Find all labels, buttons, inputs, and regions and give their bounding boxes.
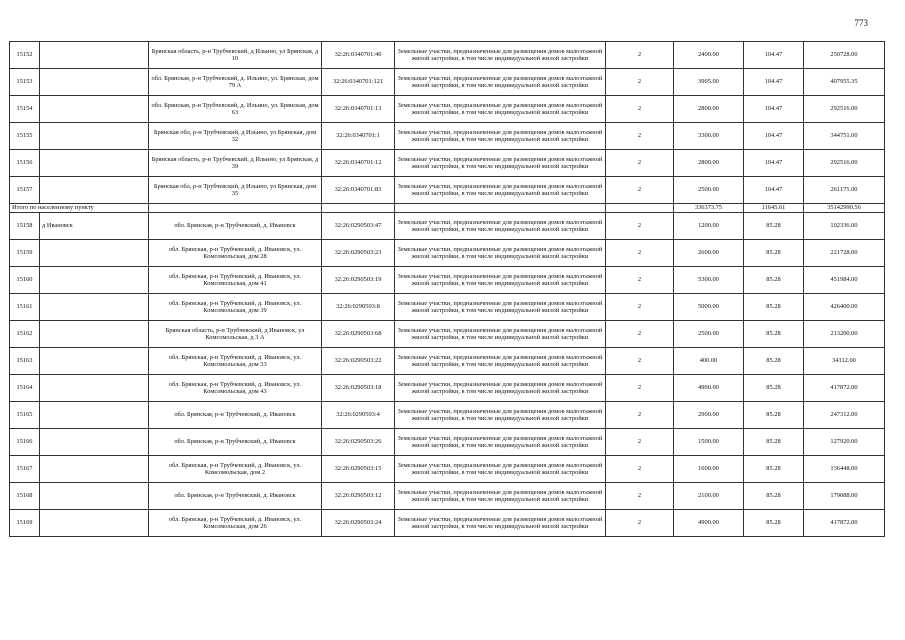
table-row: [10, 213, 885, 240]
group-cell: 2: [606, 402, 674, 429]
cadastral-number-cell: 32:26:0290503:47: [322, 213, 395, 240]
group-cell: 2: [606, 213, 674, 240]
land-category-cell: Земельные участки, предназначенные для размещения домов малоэтажной жилой застройки, в том числе индивидуальной жилой застройки: [395, 402, 606, 429]
specific-value-cell: 104.47: [744, 96, 804, 123]
address-cell: обл. Брянская, р-н Трубчевский, д. Ивановск, ул. Комсомольская, дом 43: [149, 375, 322, 402]
cadastral-value-cell: 426400.00: [804, 294, 885, 321]
table-row: [10, 123, 885, 150]
area-cell: 5000.00: [674, 294, 744, 321]
cadastral-value-cell: 247312.00: [804, 402, 885, 429]
address-cell: обл. Брянская, р-н Трубчевский, д. Ильино, ул. Брянская, дом 63: [149, 96, 322, 123]
area-cell: 2800.00: [674, 150, 744, 177]
area-cell: 3905.00: [674, 69, 744, 96]
cadastral-value-cell: 250728.00: [804, 42, 885, 69]
land-category-cell: Земельные участки, предназначенные для размещения домов малоэтажной жилой застройки, в том числе индивидуальной жилой застройки: [395, 510, 606, 537]
cadastral-number-cell: 32:26:0290503:15: [322, 456, 395, 483]
locality-cell: [40, 42, 149, 69]
group-cell: 2: [606, 69, 674, 96]
locality-cell: [40, 483, 149, 510]
cadastral-number-cell: 32:26:0290503:23: [322, 240, 395, 267]
address-cell: обл. Брянская, р-н Трубчевский, д. Ильино, ул. Брянская, дом 79 А: [149, 69, 322, 96]
subtotal-empty-cell: [606, 204, 674, 213]
row-number: 15162: [10, 321, 40, 348]
table-row: [10, 267, 885, 294]
subtotal-label: Итого по населенному пункту: [10, 204, 149, 213]
row-number: 15154: [10, 96, 40, 123]
specific-value-cell: 104.47: [744, 150, 804, 177]
locality-cell: [40, 375, 149, 402]
specific-value-cell: 104.47: [744, 42, 804, 69]
cadastral-number-cell: 32:26:0340701:40: [322, 42, 395, 69]
cadastral-value-cell: 292516.00: [804, 96, 885, 123]
locality-cell: д Ивановск: [40, 213, 149, 240]
area-cell: 3300.00: [674, 123, 744, 150]
row-number: 15169: [10, 510, 40, 537]
address-cell: обл. Брянская, р-н Трубчевский, д. Ивановск, ул. Комсомольская, дом 2: [149, 456, 322, 483]
area-cell: 2500.00: [674, 321, 744, 348]
address-cell: обл. Брянская, р-н Трубчевский, д. Ивановск, ул. Комсомольская, дом 33: [149, 348, 322, 375]
row-number: 15153: [10, 69, 40, 96]
locality-cell: [40, 456, 149, 483]
table-row: [10, 375, 885, 402]
specific-value-cell: 85.28: [744, 267, 804, 294]
group-cell: 2: [606, 294, 674, 321]
row-number: 15166: [10, 429, 40, 456]
cadastral-number-cell: 32:26:0340701:121: [322, 69, 395, 96]
address-cell: обл. Брянская, р-н Трубчевский, д. Ивановск, ул. Комсомольская, дом 26: [149, 510, 322, 537]
table-row: [10, 240, 885, 267]
cadastral-number-cell: 32:26:0290503:26: [322, 429, 395, 456]
land-category-cell: Земельные участки, предназначенные для размещения домов малоэтажной жилой застройки, в том числе индивидуальной жилой застройки: [395, 123, 606, 150]
locality-cell: [40, 240, 149, 267]
table-row: [10, 294, 885, 321]
cadastral-value-cell: 417872.00: [804, 375, 885, 402]
group-cell: 2: [606, 123, 674, 150]
cadastral-value-cell: 179088.00: [804, 483, 885, 510]
land-category-cell: Земельные участки, предназначенные для размещения домов малоэтажной жилой застройки, в том числе индивидуальной жилой застройки: [395, 348, 606, 375]
area-cell: 2100.00: [674, 483, 744, 510]
specific-value-cell: 85.28: [744, 429, 804, 456]
area-cell: 4900.00: [674, 510, 744, 537]
address-cell: Брянская область, р-н Трубчевский, д Ильино, ул Брянская, д 10: [149, 42, 322, 69]
address-cell: обл. Брянская, р-н Трубчевский, д. Ивановск: [149, 429, 322, 456]
cadastral-value-cell: 407955.35: [804, 69, 885, 96]
locality-cell: [40, 348, 149, 375]
area-cell: 5300.00: [674, 267, 744, 294]
specific-value-cell: 85.28: [744, 321, 804, 348]
area-cell: 1200.00: [674, 213, 744, 240]
subtotal-empty-cell: [149, 204, 322, 213]
group-cell: 2: [606, 267, 674, 294]
area-cell: 1500.00: [674, 429, 744, 456]
table-row: [10, 150, 885, 177]
table-body-total: [10, 204, 885, 213]
area-cell: 400.00: [674, 348, 744, 375]
land-category-cell: Земельные участки, предназначенные для размещения домов малоэтажной жилой застройки, в том числе индивидуальной жилой застройки: [395, 42, 606, 69]
specific-value-cell: 85.28: [744, 240, 804, 267]
cadastral-number-cell: 32:26:0290503:4: [322, 402, 395, 429]
locality-cell: [40, 267, 149, 294]
locality-cell: [40, 429, 149, 456]
locality-cell: [40, 402, 149, 429]
area-cell: 2500.00: [674, 177, 744, 204]
row-number: 15157: [10, 177, 40, 204]
cadastral-number-cell: 32:26:0290503:68: [322, 321, 395, 348]
specific-value-cell: 104.47: [744, 123, 804, 150]
row-number: 15155: [10, 123, 40, 150]
land-category-cell: Земельные участки, предназначенные для размещения домов малоэтажной жилой застройки, в том числе индивидуальной жилой застройки: [395, 483, 606, 510]
table-row: [10, 510, 885, 537]
cadastral-number-cell: 32:26:0290503:8: [322, 294, 395, 321]
cadastral-number-cell: 32:26:0290503:19: [322, 267, 395, 294]
group-cell: 2: [606, 510, 674, 537]
cadastral-value-cell: 127920.00: [804, 429, 885, 456]
group-cell: 2: [606, 321, 674, 348]
row-number: 15156: [10, 150, 40, 177]
locality-cell: [40, 294, 149, 321]
table-row: [10, 96, 885, 123]
subtotal-empty-cell: [395, 204, 606, 213]
page-number: 773: [854, 18, 868, 28]
subtotal-value: 35142990.56: [804, 204, 885, 213]
land-category-cell: Земельные участки, предназначенные для размещения домов малоэтажной жилой застройки, в том числе индивидуальной жилой застройки: [395, 321, 606, 348]
address-cell: обл. Брянская, р-н Трубчевский, д. Ивановск: [149, 483, 322, 510]
area-cell: 2900.00: [674, 402, 744, 429]
table-row: [10, 456, 885, 483]
land-category-cell: Земельные участки, предназначенные для размещения домов малоэтажной жилой застройки, в том числе индивидуальной жилой застройки: [395, 294, 606, 321]
row-number: 15167: [10, 456, 40, 483]
row-number: 15163: [10, 348, 40, 375]
area-cell: 2600.00: [674, 240, 744, 267]
address-cell: обл. Брянская, р-н Трубчевский, д. Ивановск, ул. Комсомольская, дом 28: [149, 240, 322, 267]
land-category-cell: Земельные участки, предназначенные для размещения домов малоэтажной жилой застройки, в том числе индивидуальной жилой застройки: [395, 213, 606, 240]
table-row: [10, 177, 885, 204]
cadastral-value-cell: 34112.00: [804, 348, 885, 375]
land-category-cell: Земельные участки, предназначенные для размещения домов малоэтажной жилой застройки, в том числе индивидуальной жилой застройки: [395, 150, 606, 177]
address-cell: Брянская обл, р-н Трубчевский, д Ильино, ул Брянская, дом 35: [149, 177, 322, 204]
cadastral-value-cell: 344751.00: [804, 123, 885, 150]
locality-cell: [40, 69, 149, 96]
cadastral-number-cell: 32:26:0290503:24: [322, 510, 395, 537]
table-row: [10, 321, 885, 348]
group-cell: 2: [606, 96, 674, 123]
locality-cell: [40, 321, 149, 348]
locality-cell: [40, 510, 149, 537]
subtotal-area: 336373.75: [674, 204, 744, 213]
address-cell: обл. Брянская, р-н Трубчевский, д. Ивановск: [149, 213, 322, 240]
land-category-cell: Земельные участки, предназначенные для размещения домов малоэтажной жилой застройки, в том числе индивидуальной жилой застройки: [395, 267, 606, 294]
row-number: 15168: [10, 483, 40, 510]
cadastral-value-cell: 292516.00: [804, 150, 885, 177]
cadastral-value-cell: 417872.00: [804, 510, 885, 537]
table-row: [10, 402, 885, 429]
cadastral-number-cell: 32:26:0340701:13: [322, 96, 395, 123]
group-cell: 2: [606, 348, 674, 375]
row-number: 15161: [10, 294, 40, 321]
specific-value-cell: 85.28: [744, 510, 804, 537]
cadastral-value-cell: 451984.00: [804, 267, 885, 294]
row-number: 15158: [10, 213, 40, 240]
address-cell: обл. Брянская, р-н Трубчевский, д. Ивановск, ул. Комсомольская, дом 39: [149, 294, 322, 321]
cadastral-number-cell: 32:26:0340701:12: [322, 150, 395, 177]
cadastral-value-cell: 136448.00: [804, 456, 885, 483]
cadastral-value-cell: 102336.00: [804, 213, 885, 240]
cadastral-number-cell: 32:26:0290503:12: [322, 483, 395, 510]
row-number: 15164: [10, 375, 40, 402]
group-cell: 2: [606, 240, 674, 267]
specific-value-cell: 104.47: [744, 177, 804, 204]
group-cell: 2: [606, 483, 674, 510]
specific-value-cell: 104.47: [744, 69, 804, 96]
subtotal-row: [10, 204, 885, 213]
land-category-cell: Земельные участки, предназначенные для размещения домов малоэтажной жилой застройки, в том числе индивидуальной жилой застройки: [395, 69, 606, 96]
area-cell: 4900.00: [674, 375, 744, 402]
table-row: [10, 429, 885, 456]
locality-cell: [40, 96, 149, 123]
row-number: 15159: [10, 240, 40, 267]
locality-cell: [40, 150, 149, 177]
address-cell: обл. Брянская, р-н Трубчевский, д. Ивановск: [149, 402, 322, 429]
address-cell: Брянская обл, р-н Трубчевский, д Ильино, ул Брянская, дом 32: [149, 123, 322, 150]
address-cell: Брянская область, р-н Трубчевский, д Ильино, ул Брянская, д 39: [149, 150, 322, 177]
table-row: [10, 69, 885, 96]
land-category-cell: Земельные участки, предназначенные для размещения домов малоэтажной жилой застройки, в том числе индивидуальной жилой застройки: [395, 240, 606, 267]
cadastral-value-cell: 261175.00: [804, 177, 885, 204]
land-category-cell: Земельные участки, предназначенные для размещения домов малоэтажной жилой застройки, в том числе индивидуальной жилой застройки: [395, 177, 606, 204]
table-row: [10, 42, 885, 69]
specific-value-cell: 85.28: [744, 348, 804, 375]
specific-value-cell: 85.28: [744, 456, 804, 483]
group-cell: 2: [606, 42, 674, 69]
specific-value-cell: 85.28: [744, 375, 804, 402]
land-category-cell: Земельные участки, предназначенные для размещения домов малоэтажной жилой застройки, в том числе индивидуальной жилой застройки: [395, 456, 606, 483]
cadastral-number-cell: 32:26:0340701:1: [322, 123, 395, 150]
row-number: 15165: [10, 402, 40, 429]
locality-cell: [40, 123, 149, 150]
table-body-ilyino: [10, 42, 885, 204]
locality-cell: [40, 177, 149, 204]
group-cell: 2: [606, 150, 674, 177]
subtotal-empty-cell: [322, 204, 395, 213]
cadastral-value-cell: 213200.00: [804, 321, 885, 348]
land-category-cell: Земельные участки, предназначенные для размещения домов малоэтажной жилой застройки, в том числе индивидуальной жилой застройки: [395, 375, 606, 402]
cadastral-value-table: [9, 41, 885, 537]
specific-value-cell: 85.28: [744, 483, 804, 510]
cadastral-number-cell: 32:26:0340701:83: [322, 177, 395, 204]
area-cell: 2800.00: [674, 96, 744, 123]
address-cell: обл. Брянская, р-н Трубчевский, д. Ивановск, ул. Комсомольская, дом 41: [149, 267, 322, 294]
cadastral-value-cell: 221728.00: [804, 240, 885, 267]
group-cell: 2: [606, 177, 674, 204]
cadastral-number-cell: 32:26:0290503:18: [322, 375, 395, 402]
table-body-ivanovsk: [10, 213, 885, 537]
row-number: 15152: [10, 42, 40, 69]
area-cell: 2400.00: [674, 42, 744, 69]
group-cell: 2: [606, 456, 674, 483]
specific-value-cell: 85.28: [744, 402, 804, 429]
land-category-cell: Земельные участки, предназначенные для размещения домов малоэтажной жилой застройки, в том числе индивидуальной жилой застройки: [395, 96, 606, 123]
group-cell: 2: [606, 429, 674, 456]
row-number: 15160: [10, 267, 40, 294]
specific-value-cell: 85.28: [744, 294, 804, 321]
table-row: [10, 348, 885, 375]
address-cell: Брянская область, р-н Трубчевский, д Ивановск, ул Комсомольская, д 3 А: [149, 321, 322, 348]
area-cell: 1600.00: [674, 456, 744, 483]
land-category-cell: Земельные участки, предназначенные для размещения домов малоэтажной жилой застройки, в том числе индивидуальной жилой застройки: [395, 429, 606, 456]
specific-value-cell: 85.28: [744, 213, 804, 240]
table-row: [10, 483, 885, 510]
cadastral-number-cell: 32:26:0290503:22: [322, 348, 395, 375]
subtotal-rate: 11645.61: [744, 204, 804, 213]
group-cell: 2: [606, 375, 674, 402]
